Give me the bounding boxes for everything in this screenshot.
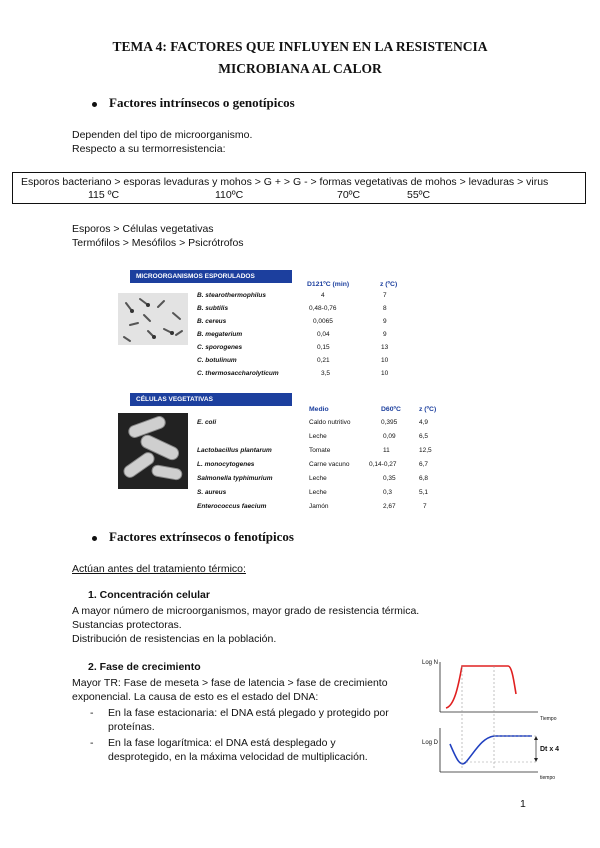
graph-log-n-label: Log N [422,660,439,666]
item-cell-concentration-heading: 1. Concentración celular [88,589,210,601]
table-row-z: 10 [381,357,389,364]
table-sporulated-header: MICROORGANISMOS ESPORULADOS [130,270,292,283]
bullet-icon [92,102,97,107]
table-vegetative-col-medio: Medio [309,406,329,413]
table-row-z: 6,8 [419,475,429,482]
table-row-z: 12,5 [419,447,432,454]
table-row-z: 9 [383,331,387,338]
table-row-d: 4 [321,292,325,299]
section-intrinsic-text: Factores intrínsecos o genotípicos [109,95,295,110]
table-row-z: 8 [383,305,387,312]
table-sporulated-col-d: D121ºC (min) [307,281,350,288]
page-title [0,36,600,80]
table-row-org: C. sporogenes [197,344,243,351]
resistance-order-box [12,172,586,204]
table-vegetative-col-z: z (ºC) [419,406,437,413]
table-row-d: 0,3 [383,489,393,496]
intro-text [72,128,252,156]
table-row-z: 6,7 [419,461,429,468]
table-sporulated-col-z: z (ºC) [380,281,398,288]
growth-line-1: Mayor TR: Fase de meseta > fase de latencia > fase de crecimiento [72,677,388,689]
table-row-z: 13 [381,344,389,351]
table-row-z: 5,1 [419,489,429,496]
item-growth-phase-text [72,676,412,704]
table-row-org: C. thermosaccharolyticum [197,370,279,377]
table-row-medio: Caldo nutritivo [309,419,351,426]
table-row-medio: Leche [309,475,327,482]
table-row-org: E. coli [197,419,217,426]
table-row-d: 0,15 [317,344,330,351]
table-row-d: 2,67 [383,503,396,510]
table-row-medio: Jamón [309,503,329,510]
table-row-z: 9 [383,318,387,325]
graph-dt-label: Dt x 4 [540,746,560,753]
vegetative-cells-micrograph [118,413,188,489]
dash-marker: - [90,707,94,719]
table-row-org: B. cereus [197,318,227,325]
table-row-medio: Tomate [309,447,331,454]
table-row-medio: Leche [309,489,327,496]
table-row-d: 0,14-0,27 [369,461,397,468]
growth-line-2: exponencial. La causa de esto es el estado del DNA: [72,691,319,703]
spores-micrograph [118,293,188,345]
growth-resistance-graph [420,658,580,784]
table-row-org: B. subtilis [197,305,229,312]
table-row-z: 7 [383,292,387,299]
concentration-line-1: A mayor número de microorganismos, mayor grado de resistencia térmica. [72,605,420,617]
temp-yeasts: 55ºC [407,189,431,201]
section-extrinsic-heading [92,529,294,545]
table-row-org: B. stearothermophilus [197,292,266,299]
page-number: 1 [520,798,526,810]
graph-log-d-label: Log D [422,740,439,746]
table-row-z: 4,9 [419,419,429,426]
table-row-d: 0,09 [383,433,396,440]
order-line-1: Esporos > Células vegetativas [72,223,214,235]
title-line-2: MICROBIANA AL CALOR [218,61,382,76]
section-extrinsic-text: Factores extrínsecos o fenotípicos [109,529,294,544]
table-row-org: C. botulinum [197,357,237,364]
table-row-d: 0,395 [381,419,398,426]
table-vegetative-header: CÉLULAS VEGETATIVAS [130,393,292,406]
before-treatment-label: Actúan antes del tratamiento térmico: [72,563,246,575]
table-row-z: 10 [381,370,389,377]
title-line-1: TEMA 4: FACTORES QUE INFLUYEN EN LA RESISTENCIA [112,39,488,54]
table-row-d: 3,5 [321,370,331,377]
table-row-org: Salmonella typhimurium [197,475,273,482]
dash-marker: - [90,737,94,749]
temp-spores: 115 ºC [88,189,120,201]
table-row-org: Lactobacillus plantarum [197,447,272,454]
temp-yeast-spores: 110ºC [215,189,244,201]
concentration-line-2: Sustancias protectoras. [72,619,182,631]
table-row-z: 7 [423,503,427,510]
item-growth-phase-heading: 2. Fase de crecimiento [88,661,201,673]
graph-top-time-label: Tiempo [540,716,557,722]
table-row-d: 11 [383,447,390,454]
resistance-order-line: Esporos bacteriano > esporas levaduras y mohos > G + > G - > formas vegetativas de mohos > levaduras > virus [21,176,549,188]
table-row-org: B. megaterium [197,331,243,338]
table-row-d: 0,48-0,76 [309,305,337,312]
order-text [72,222,244,250]
intro-line-1: Dependen del tipo de microorganismo. [72,129,253,141]
table-row-org: Enterococcus faecium [197,503,267,510]
temp-vegetative-molds: 70ºC [337,189,361,201]
table-row-d: 0,04 [317,331,330,338]
dash1-line-1: En la fase estacionaria: el DNA está plegado y protegido por [108,707,389,719]
concentration-line-3: Distribución de resistencias en la población. [72,633,277,645]
intro-line-2: Respecto a su termorresistencia: [72,143,226,155]
bullet-icon [92,536,97,541]
table-row-d: 0,21 [317,357,330,364]
graph-bottom-time-label: tiempo [540,775,556,781]
dash2-line-1: En la fase logarítmica: el DNA está desplegado y [108,737,336,749]
dash2-line-2: desprotegido, en la máxima velocidad de multiplicación. [108,751,368,763]
table-row-org: S. aureus [197,489,227,496]
section-intrinsic-heading [92,95,295,111]
table-vegetative-col-d: D60ºC [381,406,401,413]
table-row-medio: Leche [309,433,327,440]
table-row-z: 6,5 [419,433,429,440]
table-row-medio: Carne vacuno [309,461,350,468]
table-row-d: 0,35 [383,475,396,482]
table-row-d: 0,0065 [313,318,333,325]
item-cell-concentration-text [72,604,419,646]
growth-curve [446,666,516,708]
order-line-2: Termófilos > Mesófilos > Psicrótrofos [72,237,244,249]
dash1-line-2: proteínas. [108,721,155,733]
table-row-org: L. monocytogenes [197,461,255,468]
